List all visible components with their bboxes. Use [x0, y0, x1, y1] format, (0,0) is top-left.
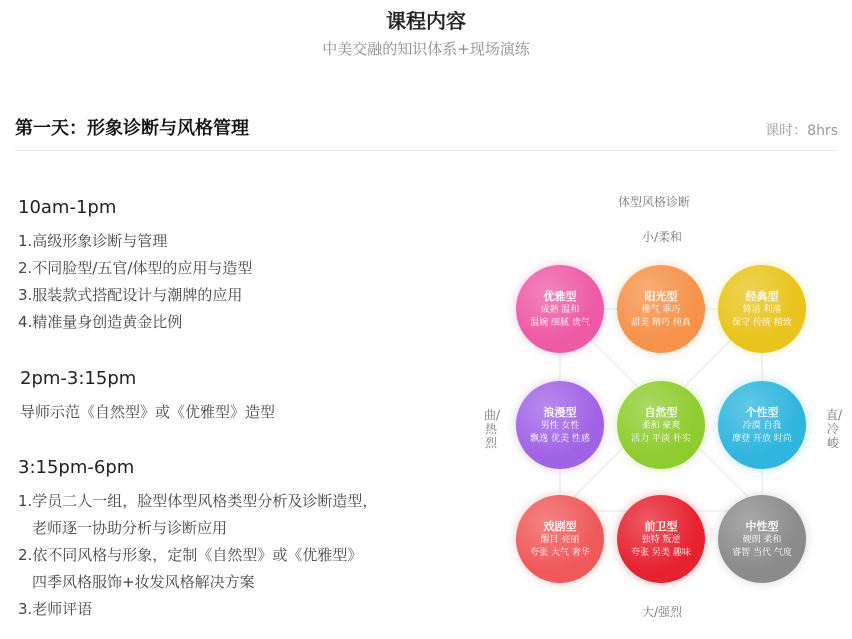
- time-slot: 10am-1pm: [18, 197, 117, 218]
- style-keywords: 冷漠 自我: [742, 421, 782, 431]
- style-diagram: [470, 185, 852, 625]
- style-keywords: 醒目 亮丽: [540, 535, 580, 545]
- schedule-item: 3.服装款式搭配设计与潮牌的应用: [18, 286, 243, 304]
- axis-label-top: 小/柔和: [642, 230, 683, 244]
- style-keywords: 柔和 豪爽: [641, 421, 681, 431]
- divider: [15, 150, 838, 151]
- schedule-item: 2.依不同风格与形象，定制《自然型》或《优雅型》: [18, 546, 363, 564]
- schedule-item: 3.老师评语: [18, 600, 93, 618]
- style-keywords: 独特 叛逆: [641, 535, 681, 545]
- style-keywords: 夸张 大气 奢华: [530, 548, 590, 558]
- diagram-title: 体型风格诊断: [618, 195, 691, 209]
- style-keywords: 简洁 利落: [742, 305, 782, 315]
- style-name: 个性型: [745, 406, 779, 419]
- style-keywords: 夸张 另类 趣味: [631, 548, 691, 558]
- style-name: 中性型: [745, 520, 779, 533]
- style-keywords: 保守 传统 精致: [732, 318, 792, 328]
- axis-label-bottom: 大/强烈: [642, 605, 683, 619]
- schedule-item: 4.精准量身创造黄金比例: [18, 313, 183, 331]
- style-keywords: 稚气 乖巧: [641, 305, 681, 315]
- style-keywords: 飘逸 优美 性感: [530, 434, 590, 444]
- style-circle: [718, 381, 806, 469]
- style-circle: [516, 495, 604, 583]
- style-name: 优雅型: [543, 290, 577, 303]
- page-subtitle: 中美交融的知识体系+现场演练: [322, 40, 530, 58]
- schedule-item: 1.高级形象诊断与管理: [18, 232, 168, 250]
- style-name: 经典型: [745, 290, 779, 303]
- style-circle: [718, 265, 806, 353]
- style-keywords: 硬朗 柔和: [742, 535, 782, 545]
- style-name: 浪漫型: [543, 406, 577, 419]
- style-circle: [617, 381, 705, 469]
- style-keywords: 活力 平淡 朴实: [631, 434, 691, 444]
- style-circle: [516, 381, 604, 469]
- schedule-item: 导师示范《自然型》或《优雅型》造型: [20, 403, 276, 421]
- style-name: 自然型: [644, 406, 678, 419]
- style-name: 戏剧型: [543, 520, 577, 533]
- schedule-item: 四季风格服饰+妆发风格解决方案: [32, 573, 255, 591]
- style-keywords: 甜美 精巧 纯真: [631, 318, 691, 328]
- time-slot: 2pm-3:15pm: [20, 368, 137, 389]
- schedule-block-3: [18, 456, 377, 623]
- schedule-item: 老师逐一协助分析与诊断应用: [32, 519, 228, 537]
- style-keywords: 睿智 当代 气度: [732, 548, 792, 558]
- schedule-block-2: [20, 367, 275, 426]
- style-circle: [617, 495, 705, 583]
- style-name: 阳光型: [644, 290, 678, 303]
- style-keywords: 成熟 温和: [540, 305, 580, 315]
- style-circle: [516, 265, 604, 353]
- style-keywords: 温婉 细腻 贵气: [530, 318, 590, 328]
- course-hours: 课时：8hrs: [765, 123, 838, 139]
- schedule-block-1: [18, 196, 252, 336]
- style-circle: [617, 265, 705, 353]
- page-title: 课程内容: [386, 9, 466, 33]
- axis-label-left: 曲/热烈: [484, 408, 501, 450]
- style-keywords: 摩登 开放 时尚: [732, 434, 792, 444]
- time-slot: 3:15pm-6pm: [18, 457, 135, 478]
- schedule-item: 2.不同脸型/五官/体型的应用与造型: [18, 259, 253, 277]
- day-title: 第一天：形象诊断与风格管理: [15, 118, 249, 139]
- style-keywords: 男性 女性: [540, 421, 580, 431]
- style-name: 前卫型: [644, 520, 678, 533]
- schedule-item: 1.学员二人一组，脸型体型风格类型分析及诊断造型，: [18, 492, 378, 510]
- style-circle: [718, 495, 806, 583]
- axis-label-right: 直/冷峻: [826, 408, 843, 450]
